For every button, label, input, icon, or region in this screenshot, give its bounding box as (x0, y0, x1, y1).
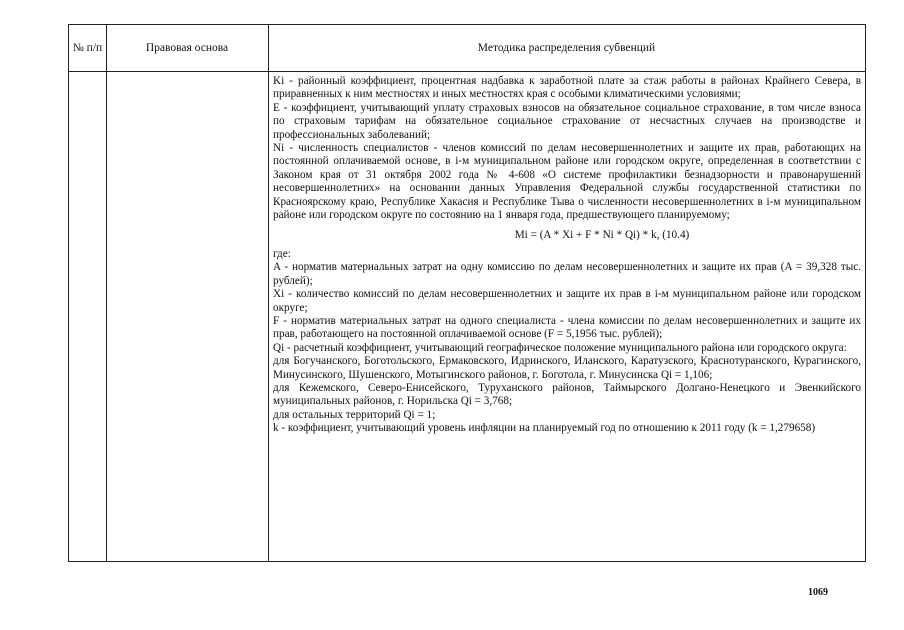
header-number-label: № п/п (72, 41, 103, 54)
definition-k: k - коэффициент, учитывающий уровень инфляции на планируемый год по отношению к 2011 году (k = 1,279658) (273, 422, 816, 435)
definition-qi-group-2: для Кежемского, Северо-Енисейского, Туруханского районов, Таймырского Долгано-Ненецкого и Эвенкийского муниципальных районов, г. Норильска Qi = 3,768; (273, 381, 861, 408)
page-number: 1069 (808, 587, 828, 598)
where-label: где: (273, 247, 291, 260)
method-text (273, 75, 861, 436)
header-method-cell (268, 25, 865, 71)
header-number-cell (69, 25, 106, 71)
paragraph-e: E - коэффициент, учитывающий уплату страховых взносов на обязательное социальное страхование, в том числе взноса по страховым тарифам на обязательное социальное страхование от несчастных случаев на производстве и профессиональных заболеваний; (273, 101, 861, 141)
header-divider (69, 71, 865, 72)
header-basis-cell (106, 25, 268, 71)
paragraph-ni: Ni - численность специалистов - членов комиссий по делам несовершеннолетних и защите их прав, работающих на постоянной оплачиваемой основе, в i-м муниципальном районе или городском округе, определенная в соответствии с Законом края от 31 октября 2002 года № 4-608 «О системе профилактики безнадзорности и правонарушений несовершеннолетних» на основании данных Управления Федеральной службы государственной статистики по Красноярскому краю, Республике Хакасия и Республике Тыва о численности несовершеннолетних в i-м муниципальном районе или городском округе по состоянию на 1 января года, предшествующего планируемому; (273, 142, 861, 222)
paragraph-ki: Ki - районный коэффициент, процентная надбавка к заработной плате за стаж работы в районах Крайнего Севера, в приравненных к ним местностях и иных местностях края с особыми климатическими условиями; (273, 75, 861, 101)
header-basis-label: Правовая основа (145, 41, 229, 54)
header-method-label: Методика распределения субвенций (477, 41, 656, 54)
definition-qi: Qi - расчетный коэффициент, учитывающий географическое положение муниципального района или городского округа: (273, 341, 847, 354)
definition-f: F - норматив материальных затрат на одного специалиста - члена комиссии по делам несовершеннолетних и защите их прав, работающего на постоянной оплачиваемой основе (F = 5,1956 тыс. рублей); (273, 314, 861, 341)
definition-xi: Xi - количество комиссий по делам несовершеннолетних и защите их прав в i-м муниципальном районе или городском округе; (273, 288, 861, 314)
definition-qi-group-1: для Богучанского, Боготольского, Ермаковского, Идринского, Иланского, Каратузского, Краснотуранского, Курагинского, Минусинского, Шушенского, Мотыгинского районов, г. Боготола, г. Минусинска Qi = 1,106; (273, 355, 861, 381)
definition-qi-other: для остальных территорий Qi = 1; (273, 408, 436, 421)
column-divider (268, 25, 269, 561)
column-divider (106, 25, 107, 561)
document-table (68, 24, 866, 562)
formula: Mi = (A * Xi + F * Ni * Qi) * k, (10.4) (514, 229, 690, 242)
definition-a: A - норматив материальных затрат на одну комиссию по делам несовершеннолетних и защите их прав (A = 39,328 тыс. рублей); (273, 261, 861, 287)
